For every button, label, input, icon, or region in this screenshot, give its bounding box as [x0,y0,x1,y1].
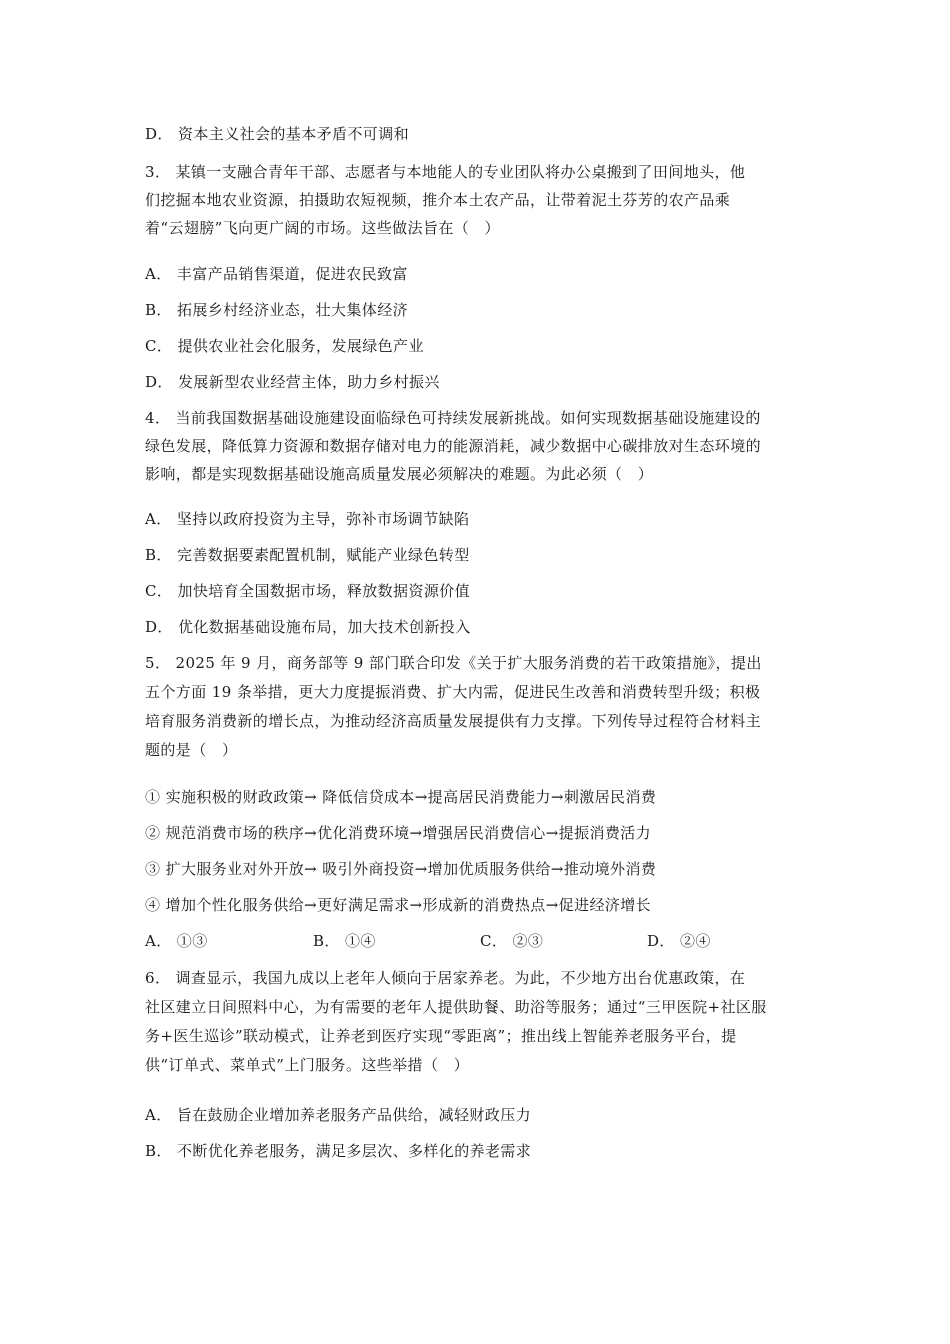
q4-option-d: D． 优化数据基础设施布局，加大技术创新投入 [145,618,471,636]
q3-stem-line: 们挖掘本地农业资源，拍摄助农短视频，推介本土农产品，让带着泥土芬芳的农产品乘 [145,191,731,209]
q4-stem-line: 4． 当前我国数据基础设施建设面临绿色可持续发展新挑战。如何实现数据基础设施建设的 [145,409,761,427]
q6-stem-line: 供“订单式、菜单式”上门服务。这些举措（ ） [145,1056,470,1074]
q5-option-a: A． ①③ [145,932,208,950]
q5-stem-line: 5． 2025 年 9 月，商务部等 9 部门联合印发《关于扩大服务消费的若干政策措施》，提出 [145,654,762,672]
q5-option-d: D． ②④ [647,932,711,950]
q5-stem-line: 题的是（ ） [145,741,238,759]
q5-stem-line: 五个方面 19 条举措，更大力度提振消费、扩大内需，促进民生改善和消费转型升级；积极 [145,683,761,701]
q5-item-2: ② 规范消费市场的秩序→优化消费环境→增强居民消费信心→提振消费活力 [145,824,652,842]
q4-option-a: A． 坚持以政府投资为主导，弥补市场调节缺陷 [145,510,470,528]
q6-stem-line: 务+医生巡诊”联动模式，让养老到医疗实现“零距离”；推出线上智能养老服务平台，提 [145,1027,737,1045]
q5-option-c: C． ②③ [480,932,544,950]
q3-stem-line: 3． 某镇一支融合青年干部、志愿者与本地能人的专业团队将办公桌搬到了田间地头，他 [145,163,746,181]
q3-option-a: A． 丰富产品销售渠道，促进农民致富 [145,265,408,283]
q6-stem-line: 6． 调查显示，我国九成以上老年人倾向于居家养老。为此，不少地方出台优惠政策，在 [145,969,746,987]
q3-stem-line: 着“云翅膀”飞向更广阔的市场。这些做法旨在（ ） [145,219,500,237]
q6-option-b: B． 不断优化养老服务，满足多层次、多样化的养老需求 [145,1142,532,1160]
q5-option-b: B． ①④ [313,932,376,950]
q4-option-b: B． 完善数据要素配置机制，赋能产业绿色转型 [145,546,470,564]
q3-option-d: D． 发展新型农业经营主体，助力乡村振兴 [145,373,440,391]
q3-option-b: B． 拓展乡村经济业态，壮大集体经济 [145,301,408,319]
q5-stem-line: 培育服务消费新的增长点，为推动经济高质量发展提供有力支撑。下列传导过程符合材料主 [145,712,762,730]
q2-option-d: D． 资本主义社会的基本矛盾不可调和 [145,125,409,143]
q6-stem-line: 社区建立日间照料中心，为有需要的老年人提供助餐、助浴等服务；通过“三甲医院+社区服 [145,998,767,1016]
q3-option-c: C． 提供农业社会化服务，发展绿色产业 [145,337,424,355]
q5-item-1: ① 实施积极的财政政策→ 降低信贷成本→提高居民消费能力→刺激居民消费 [145,788,657,806]
q4-stem-line: 绿色发展，降低算力资源和数据存储对电力的能源消耗，减少数据中心碳排放对生态环境的 [145,437,762,455]
q4-option-c: C． 加快培育全国数据市场，释放数据资源价值 [145,582,471,600]
q5-item-4: ④ 增加个性化服务供给→更好满足需求→形成新的消费热点→促进经济增长 [145,896,652,914]
q4-stem-line: 影响，都是实现数据基础设施高质量发展必须解决的难题。为此必须（ ） [145,465,654,483]
q5-item-3: ③ 扩大服务业对外开放→ 吸引外商投资→增加优质服务供给→推动境外消费 [145,860,657,878]
q6-option-a: A． 旨在鼓励企业增加养老服务产品供给，减轻财政压力 [145,1106,532,1124]
